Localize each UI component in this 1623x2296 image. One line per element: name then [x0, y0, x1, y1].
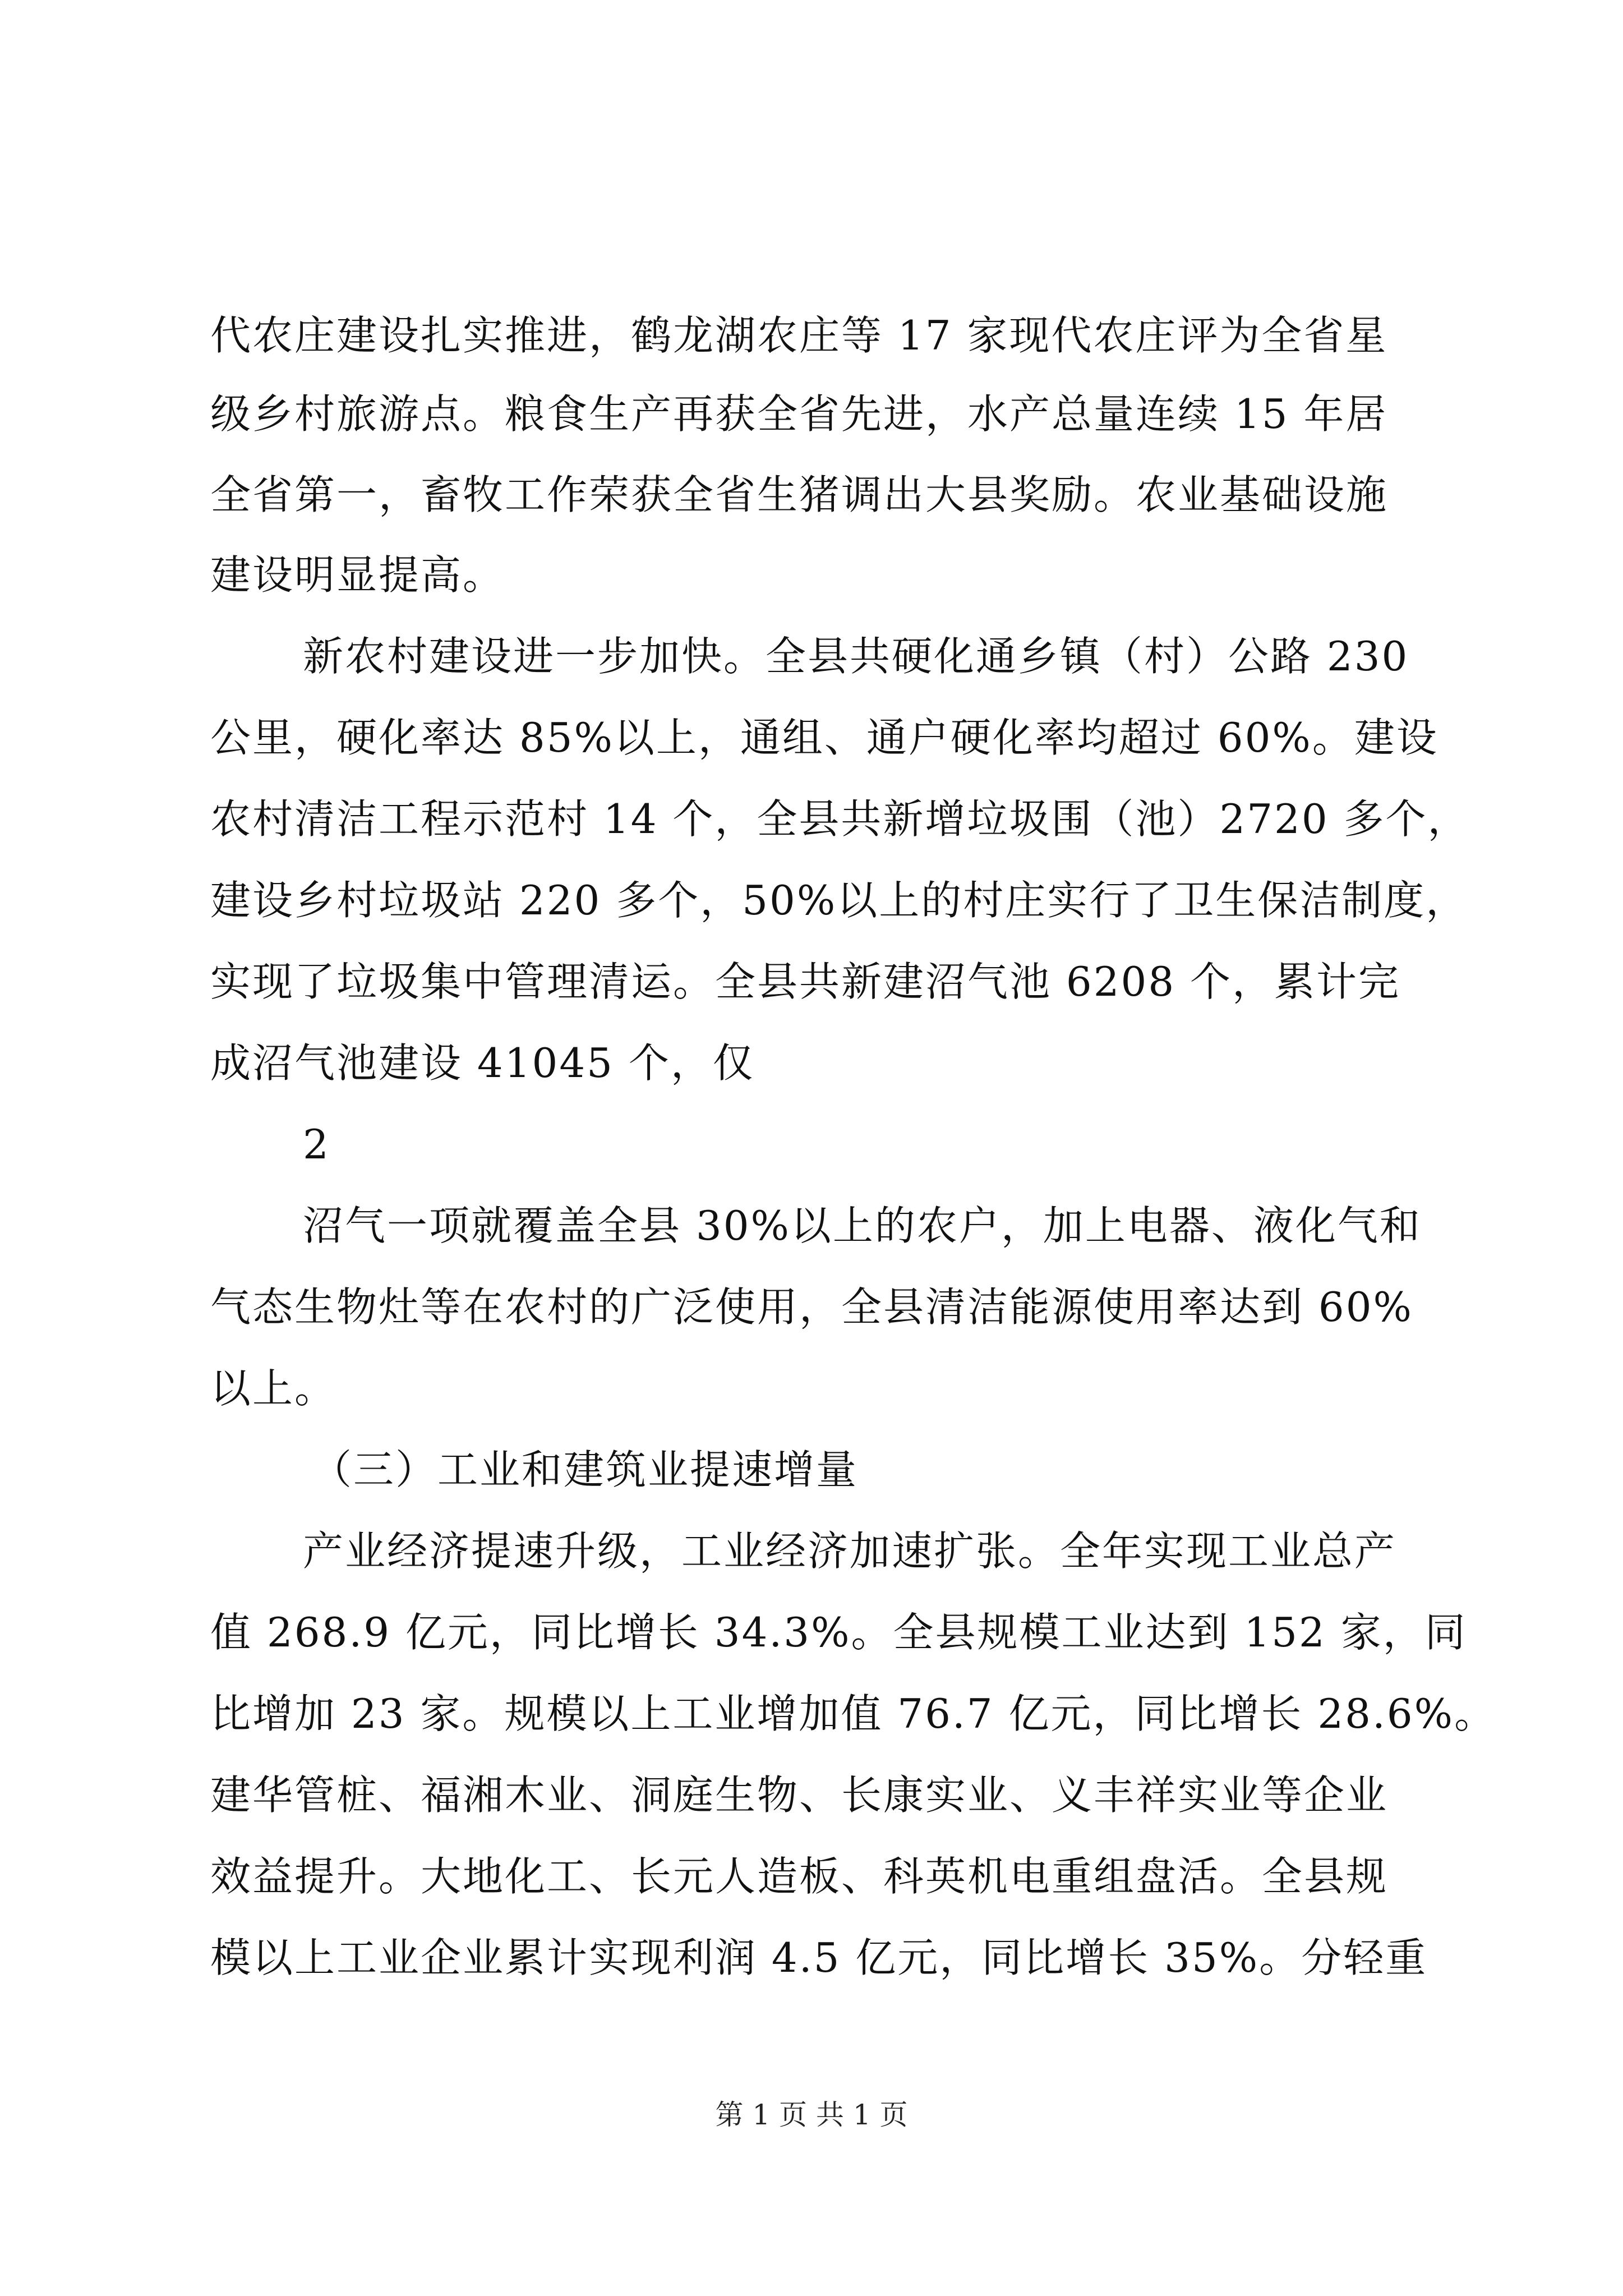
body-line: 实现了垃圾集中管理清运。全县共新建沼气池 6208 个，累计完	[210, 958, 1401, 1005]
body-line: 成沼气池建设 41045 个，仅	[210, 1039, 755, 1087]
body-line: 产业经济提速升级，工业经济加速扩张。全年实现工业总产	[303, 1527, 1397, 1575]
page-number-inline: 2	[303, 1121, 330, 1168]
body-line: 模以上工业企业累计实现利润 4.5 亿元，同比增长 35%。分轻重	[210, 1934, 1428, 1981]
body-line: 效益提升。大地化工、长元人造板、科英机电重组盘活。全县规	[210, 1853, 1389, 1900]
body-line: 全省第一，畜牧工作荣获全省生猪调出大县奖励。农业基础设施	[210, 471, 1389, 518]
body-line: 级乡村旅游点。粮食生产再获全省先进，水产总量连续 15 年居	[210, 390, 1388, 438]
body-line: 气态生物灶等在农村的广泛使用，全县清洁能源使用率达到 60%	[210, 1283, 1413, 1331]
body-line: 以上。	[210, 1365, 337, 1412]
body-line: 代农庄建设扎实推进，鹤龙湖农庄等 17 家现代农庄评为全省星	[210, 312, 1388, 359]
body-line: 建华管桩、福湘木业、洞庭生物、长康实业、义丰祥实业等企业	[210, 1772, 1389, 1819]
body-line: 值 268.9 亿元，同比增长 34.3%。全县规模工业达到 152 家，同	[210, 1609, 1467, 1656]
body-line: 建设明显提高。	[210, 551, 505, 599]
body-line: 沼气一项就覆盖全县 30%以上的农户，加上电器、液化气和	[303, 1202, 1422, 1249]
page-footer: 第 1 页 共 1 页	[715, 2099, 908, 2131]
body-line: 新农村建设进一步加快。全县共硬化通乡镇（村）公路 230	[303, 633, 1409, 680]
body-line: 建设乡村垃圾站 220 多个，50%以上的村庄实行了卫生保洁制度，	[210, 877, 1468, 924]
body-line: 比增加 23 家。规模以上工业增加值 76.7 亿元，同比增长 28.6%。	[210, 1690, 1497, 1737]
body-line: 农村清洁工程示范村 14 个，全县共新增垃圾围（池）2720 多个，	[210, 795, 1470, 843]
body-line: 公里，硬化率达 85%以上，通组、通户硬化率均超过 60%。建设	[210, 714, 1438, 761]
section-heading: （三）工业和建筑业提速增量	[311, 1446, 859, 1493]
